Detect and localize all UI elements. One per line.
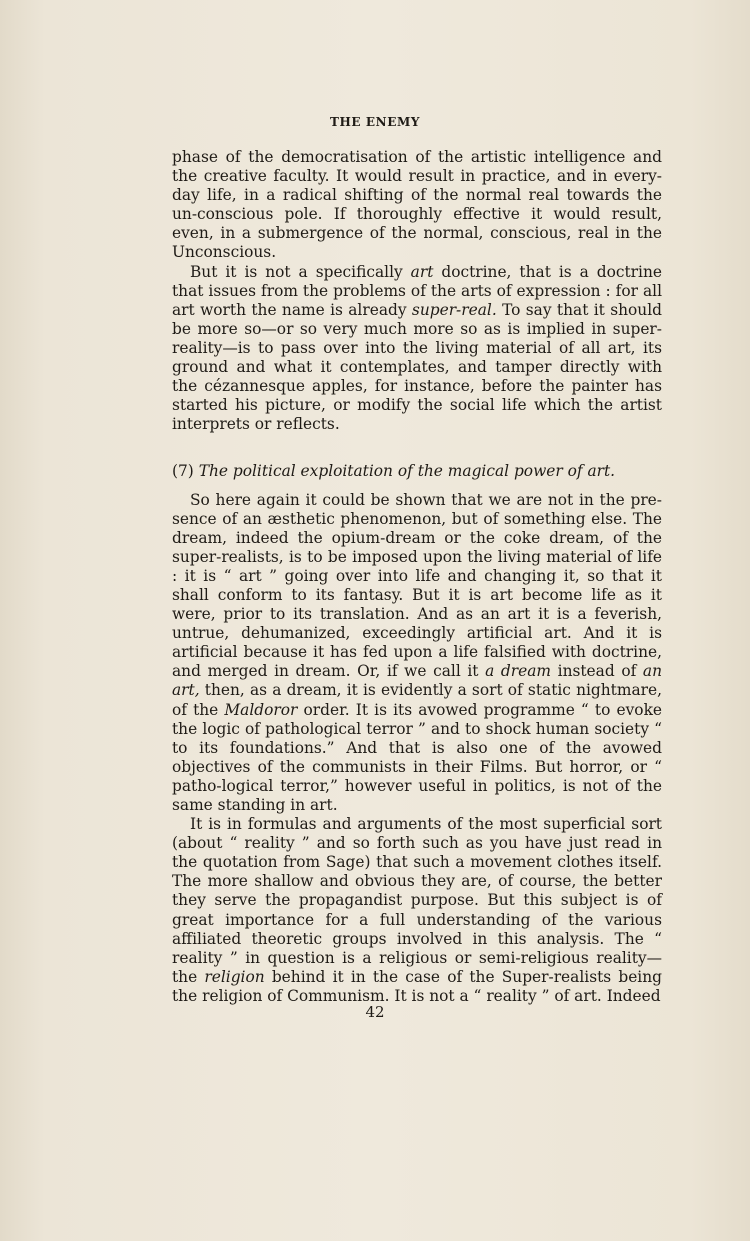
section-number: (7) <box>172 462 199 481</box>
emphasis-art: art <box>410 262 434 281</box>
emphasis-maldoror: Maldoror <box>224 700 298 719</box>
page-number: 42 <box>365 1003 385 1021</box>
running-header: THE ENEMY <box>329 115 421 129</box>
body-text <box>172 148 662 1006</box>
emphasis-super-real: super-real. <box>411 300 497 319</box>
emphasis-religion: religion <box>204 967 265 986</box>
paragraph-2: But it is not a specifically art doctrine, that is a doctrine that issues from the problems of the arts of expression : for all art worth the name is already super-real. To say that it should be more so—or so very much more so as is implied in super-reality—is to pass over into the living material of all art, its ground and what it contemplates, and tamper directly with the cézannesque apples, for instance, before the painter has started his picture, or modify the social life which the artist interprets or reflects. <box>172 262 662 434</box>
paragraph-4: It is in formulas and arguments of the most superficial sort (about “ reality ” and so forth such as you have just read in the quotation from Sage) that such a movement clothes itself. The more shallow and obvious they are, of course, the better they serve the propagandist purpose. But this subject is of great importance for a full understanding of the various affiliated theoretic groups involved in this analysis. The “ reality ” in question is a religious or semi-religious reality—the religion behind it in the case of the Super-realists being the religion of Communism. It is not a “ reality ” of art. Indeed <box>172 815 662 1005</box>
paragraph-1: phase of the democratisation of the artistic intelligence and the creative faculty. It would result in practice, and in every-day life, in a radical shifting of the normal real towards the un-conscious pole. If thoroughly effective it would result, even, in a submergence of the normal, conscious, real in the Unconscious. <box>172 148 662 262</box>
section-heading <box>172 462 662 481</box>
section-title: The political exploitation of the magical power of art. <box>198 462 616 481</box>
paragraph-3: So here again it could be shown that we are not in the pre-sence of an æsthetic phenomenon, but of something else. The dream, indeed the opium-dream or the coke dream, of the super-realists, is to be imposed upon the living material of life : it is “ art ” going over into life and changing it, so that it shall conform to its fantasy. But it is art become life as it were, prior to its translation. And as an art it is a feverish, untrue, dehumanized, exceedingly artificial art. And it is artificial because it has fed upon a life falsified with doctrine, and merged in dream. Or, if we call it a dream instead of an art, then, as a dream, it is evidently a sort of static nightmare, of the Maldoror order. It is its avowed programme “ to evoke the logic of pathological terror ” and to shock human society “ to its foundations.” And that is also one of the avowed objectives of the communists in their Films. But horror, or “ patho-logical terror,” however useful in politics, is not of the same standing in art. <box>172 490 663 814</box>
